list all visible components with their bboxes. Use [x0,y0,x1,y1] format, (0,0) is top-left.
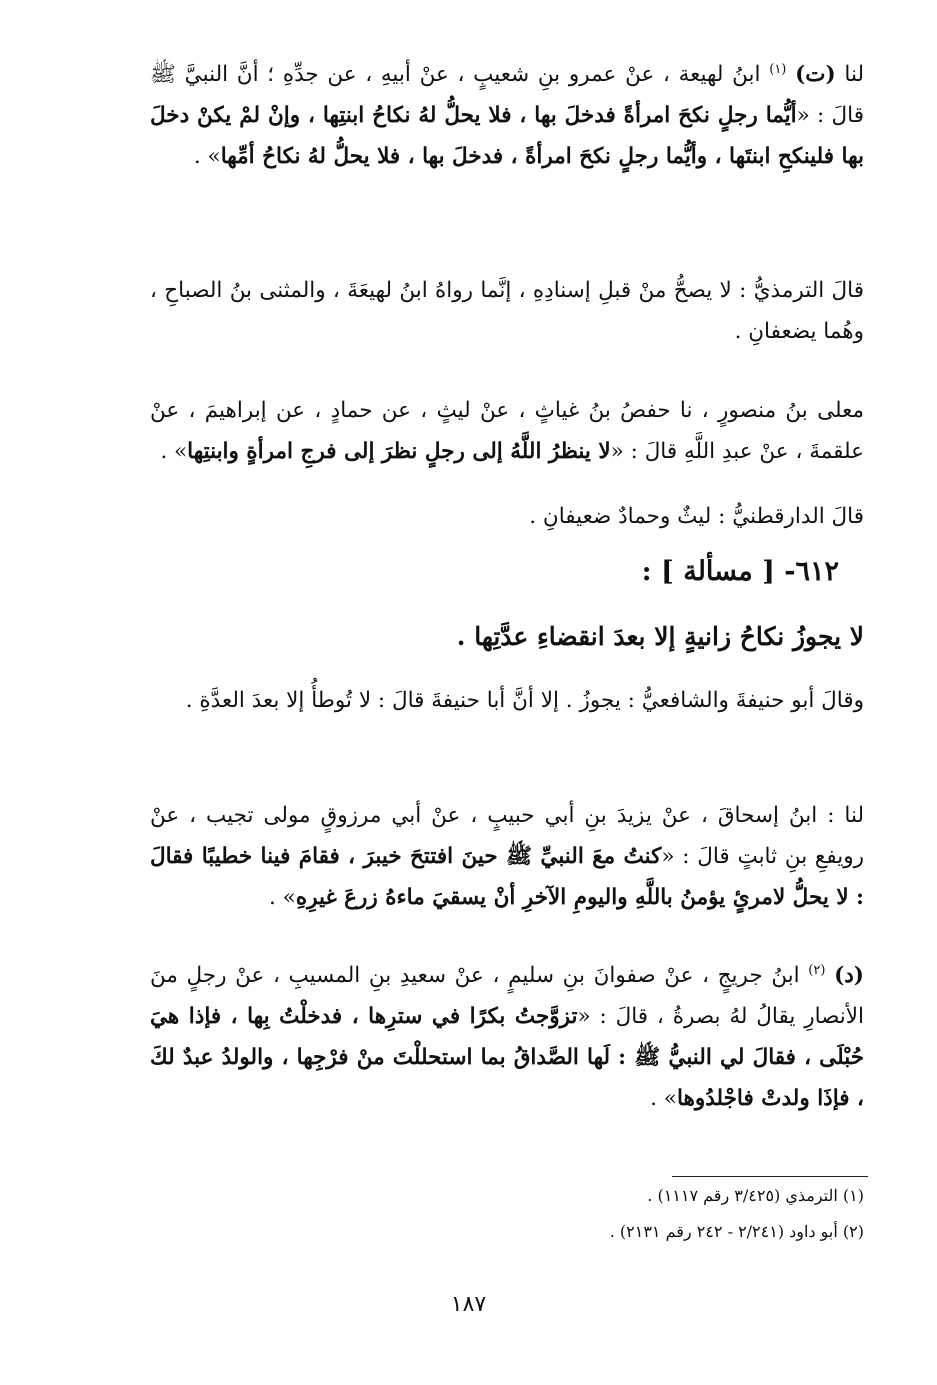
isnad-chain: معلى بنُ منصورٍ ، نا حفصُ بنُ غياثٍ ، عنْ ليثٍ ، عن حمادٍ ، عن إبراهيمَ ، عنْ علقمةَ ، عنْ عبدِ اللَّهِ قالَ : « [150,398,864,464]
isnad-chain: ابنُ جريجٍ ، عنْ صفوانَ بنِ سليمٍ ، عنْ سعيدِ بنِ المسيبِ ، عنْ رجلٍ منَ الأنصارِ يقالُ لهُ بصرةُ ، قالَ : « [150,963,864,1029]
hadith-text: أيُّما رجلٍ نكحَ امرأةً فدخلَ بها ، فلا يحلُّ لهُ نكاحُ ابنتِها ، وإنْ لمْ يكنْ دخلَ بها فلينكحِ ابنتَها ، وأيُّما رجلٍ نكحَ امرأةً ، فدخلَ بها ، فلا يحلُّ لهُ نكاحُ أمِّها [150,103,864,169]
hadith-text: تزوَّجتُ بكرًا في سترِها ، فدخلْتُ بِها ، فإذا هيَ حُبْلَى ، فقالَ لي النبيُّ ﷺ : لَها الصَّداقُ بما استحللْتَ منْ فرْجِها ، والولدُ عبدٌ لكَ ، فإذَا ولدتْ فاجْلدُوها [150,1004,864,1111]
page-number: ١٨٧ [450,1292,487,1317]
paragraph-tirmidhi-hadith [150,54,864,177]
paragraph-hanafi-shafii-view: وقالَ أبو حنيفةَ والشافعيُّ : يجوزُ . إلا أنَّ أبا حنيفةَ قالَ : لا تُوطأُ إلا بعدَ العدَّةِ . [185,688,864,713]
issue-ruling: لا يجوزُ نكاحُ زانيةٍ إلا بعدَ انقضاءِ عدَّتِها . [456,622,864,651]
isnad-chain: لنا : ابنُ إسحاقَ ، عنْ يزيدَ بنِ أبي حبيبٍ ، عنْ أبي مرزوقٍ مولى تجيب ، عنْ رويفعِ بنِ ثابتٍ قالَ : « [150,803,864,869]
footnote-2: (٢) أبو داود (٢/٢٤١ - ٢٤٢ رقم ٢١٣١) . [609,1222,864,1241]
hadith-text: لا ينظرُ اللَّهُ إلى رجلٍ نظرَ إلى فرجِ امرأةٍ وابنتِها [187,439,611,464]
isnad-chain: ابنُ لهيعة ، عنْ عمرو بنِ شعيبٍ ، عنْ أبيهِ ، عن جدِّهِ ؛ أنَّ النبيَّ ﷺ قالَ : « [150,62,865,128]
paragraph-alqamah-hadith [150,390,864,472]
paragraph-daraqutni-comment: قالَ الدارقطنيُّ : ليثٌ وحمادٌ ضعيفانِ . [529,504,864,529]
paragraph-ruwayfi-hadith [150,795,864,918]
footnote-ref-2: (٢) [808,962,826,978]
quote-close: » . [193,144,221,169]
footnote-ref-1: (١) [769,61,787,77]
quote-close: » . [650,1086,677,1111]
paragraph-tirmidhi-comment: قالَ الترمذيُّ : لا يصحُّ منْ قبلِ إسنادِهِ ، إنَّما رواهُ ابنُ لهيعَةَ ، والمثنى بنُ الصباحِ ، وهُما يضعفانِ . [150,278,864,344]
source-siglum-tirmidhi: (ت) [795,62,836,87]
quote-close: » . [160,439,188,464]
footnote-divider [672,1176,868,1177]
footnote-1: (١) الترمذي (٣/٤٢٥ رقم ١١١٧) . [647,1186,864,1205]
source-siglum-abu-dawud: (د) [834,963,864,988]
issue-heading: ٦١٢- [ مسألة ] : [641,556,839,587]
hadith-text: كنتُ معَ النبيِّ ﷺ حينَ افتتحَ خيبرَ ، فقامَ فينا خطيبًا فقالَ : لا يحلُّ لامرئٍ يؤمنُ باللَّهِ واليومِ الآخرِ أنْ يسقيَ ماءهُ زرعَ غيرِهِ [150,844,864,910]
paragraph-abu-dawud-hadith [150,955,864,1119]
paragraph-lead: لنا [844,62,864,87]
quote-close: » . [269,885,296,910]
